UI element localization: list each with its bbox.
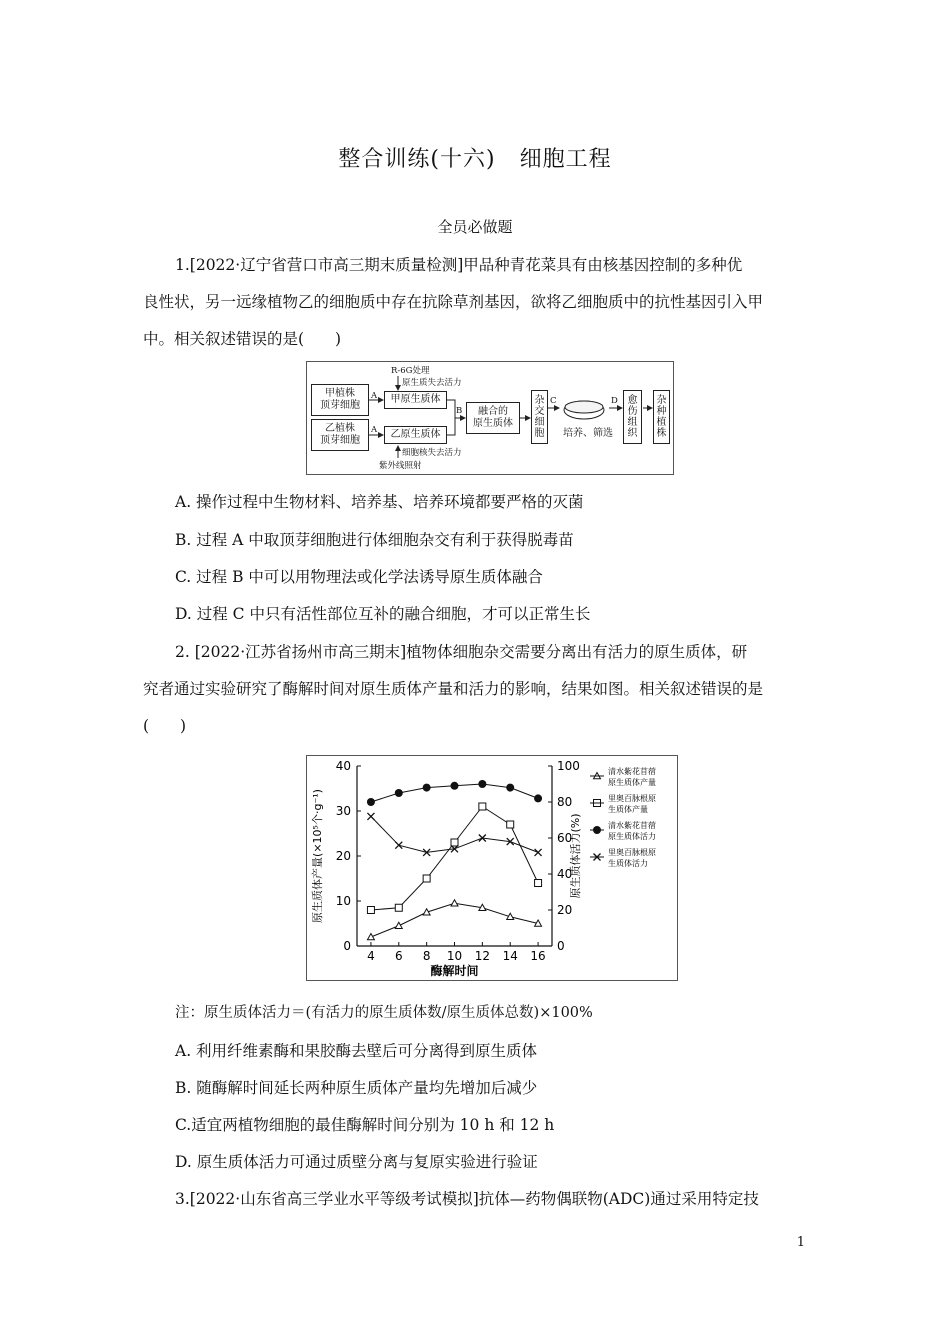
series-3-point-0 <box>367 813 374 820</box>
series-1-point-2 <box>423 875 430 882</box>
q1-line-3: 中。相关叙述错误的是( ) <box>143 330 342 348</box>
right-tick-label: 20 <box>557 903 573 917</box>
series-2-point-3 <box>451 782 459 790</box>
right-tick-label: 40 <box>557 867 573 881</box>
series-1-point-5 <box>507 821 514 828</box>
left-axis-title: 原生质体产量(×10⁵个·g⁻¹) <box>311 789 324 923</box>
series-3-point-1 <box>395 842 402 849</box>
enzymolysis-chart <box>306 755 678 981</box>
q2-line-2: 究者通过实验研究了酶解时间对原生质体产量和活力的影响，结果如图。相关叙述错误的是 <box>143 680 764 698</box>
left-tick-label: 30 <box>335 804 351 818</box>
q2-option-c: C.适宜两植物细胞的最佳酶解时间分别为 10 h 和 12 h <box>175 1116 555 1134</box>
box-hybrid-cell: 杂 交 细 胞 <box>531 390 548 444</box>
series-2-point-4 <box>478 780 486 788</box>
series-2-point-5 <box>506 784 514 792</box>
series-3-point-6 <box>535 849 542 856</box>
series-2-point-6 <box>534 794 542 802</box>
legend-label-3-b: 生质体活力 <box>608 859 648 868</box>
box-yi-plant-cells: 乙植株 顶芽细胞 <box>311 419 369 451</box>
box-hybrid-plant: 杂 种 植 株 <box>653 390 670 444</box>
legend-label-0-b: 原生质体产量 <box>608 778 656 787</box>
title-main: 整合训练(十六) <box>338 147 496 172</box>
q1-line-1: 1.[2022·辽宁省营口市高三期末质量检测]甲品种青花菜具有由核基因控制的多种优 <box>175 256 743 274</box>
x-tick-label: 4 <box>367 949 375 963</box>
series-1-point-4 <box>479 803 486 810</box>
box-fused-protoplast: 融合的 原生质体 <box>466 402 520 434</box>
cell-fusion-diagram <box>306 361 674 475</box>
q3-line-1: 3.[2022·山东省高三学业水平等级考试模拟]抗体—药物偶联物(ADC)通过采用特定技 <box>175 1190 759 1208</box>
legend-label-1-b: 生质体产量 <box>608 805 648 814</box>
series-2-point-2 <box>423 784 431 792</box>
label-nucleus-inactive: 细胞核失去活力 <box>402 448 462 458</box>
page-title <box>0 142 950 173</box>
section-heading: 全员必做题 <box>437 218 513 236</box>
legend-label-2-a: 清水紫花苜蓿 <box>608 821 656 830</box>
right-tick-label: 0 <box>557 939 565 953</box>
series-0-point-1 <box>395 922 402 928</box>
left-tick-label: 10 <box>335 894 351 908</box>
right-axis-title: 原生质体活力(%) <box>569 813 582 899</box>
arrow-label-c: C <box>550 396 557 406</box>
series-2-point-1 <box>395 789 403 797</box>
box-yi-protoplast: 乙原生质体 <box>384 426 447 444</box>
right-tick-label: 80 <box>557 795 573 809</box>
right-tick-label: 60 <box>557 831 573 845</box>
x-axis-title: 酶解时间 <box>430 964 479 978</box>
x-tick-label: 14 <box>502 949 518 963</box>
q1-option-a: A. 操作过程中生物材料、培养基、培养环境都要严格的灭菌 <box>175 493 584 511</box>
x-tick-label: 10 <box>446 949 463 963</box>
x-tick-label: 16 <box>530 949 546 963</box>
q1-line-2: 良性状，另一远缘植物乙的细胞质中存在抗除草剂基因，欲将乙细胞质中的抗性基因引入甲 <box>143 293 764 311</box>
left-tick-label: 20 <box>335 849 351 863</box>
series-0-point-0 <box>367 934 374 940</box>
box-jia-protoplast: 甲原生质体 <box>384 391 447 409</box>
q2-option-a: A. 利用纤维素酶和果胶酶去壁后可分离得到原生质体 <box>175 1042 538 1060</box>
label-uv: 紫外线照射 <box>379 461 422 471</box>
q2-note: 注：原生质体活力＝(有活力的原生质体数/原生质体总数)×100% <box>175 1005 593 1021</box>
series-2-point-0 <box>367 798 375 806</box>
label-r6g: R-6G处理 <box>391 366 430 376</box>
right-tick-label: 100 <box>557 759 580 773</box>
legend-label-1-a: 里奥百脉根原 <box>608 794 656 803</box>
page-number: 1 <box>796 1235 805 1250</box>
series-1-point-1 <box>395 904 402 911</box>
q2-line-3: ( ) <box>143 717 187 735</box>
series-1-point-0 <box>367 907 374 914</box>
left-tick-label: 40 <box>335 759 351 773</box>
label-cytoplasm-inactive: 原生质失去活力 <box>402 378 462 388</box>
label-culture-screen: 培养、筛选 <box>563 428 613 439</box>
q1-option-b: B. 过程 A 中取顶芽细胞进行体细胞杂交有利于获得脱毒苗 <box>175 531 574 549</box>
q1-option-d: D. 过程 C 中只有活性部位互补的融合细胞，才可以正常生长 <box>175 605 591 623</box>
title-sub: 细胞工程 <box>519 147 612 172</box>
legend-label-2-b: 原生质体活力 <box>608 832 656 841</box>
q2-option-d: D. 原生质体活力可通过质壁分离与复原实验进行验证 <box>175 1153 538 1171</box>
arrow-label-a1: A <box>371 391 378 401</box>
q1-option-c: C. 过程 B 中可以用物理法或化学法诱导原生质体融合 <box>175 568 543 586</box>
series-1-point-6 <box>535 880 542 887</box>
arrow-label-a2: A <box>371 425 378 435</box>
legend-label-0-a: 清水紫花苜蓿 <box>608 767 656 776</box>
chart-svg <box>307 756 677 980</box>
series-0-point-3 <box>451 900 458 906</box>
arrow-label-d: D <box>611 396 618 406</box>
x-tick-label: 6 <box>394 949 403 963</box>
box-callus: 愈 伤 组 织 <box>623 390 642 444</box>
q2-option-b: B. 随酶解时间延长两种原生质体产量均先增加后减少 <box>175 1079 538 1097</box>
q2-line-1: 2. [2022·江苏省扬州市高三期末]植物体细胞杂交需要分离出有活力的原生质体，研 <box>175 643 748 661</box>
x-tick-label: 12 <box>474 949 490 963</box>
series-1-point-3 <box>451 839 458 846</box>
arrow-label-b: B <box>456 406 463 416</box>
left-tick-label: 0 <box>343 939 351 953</box>
x-tick-label: 8 <box>422 949 431 963</box>
box-jia-plant-cells: 甲植株 顶芽细胞 <box>311 384 369 416</box>
legend-label-3-a: 里奥百脉根原 <box>608 848 656 857</box>
